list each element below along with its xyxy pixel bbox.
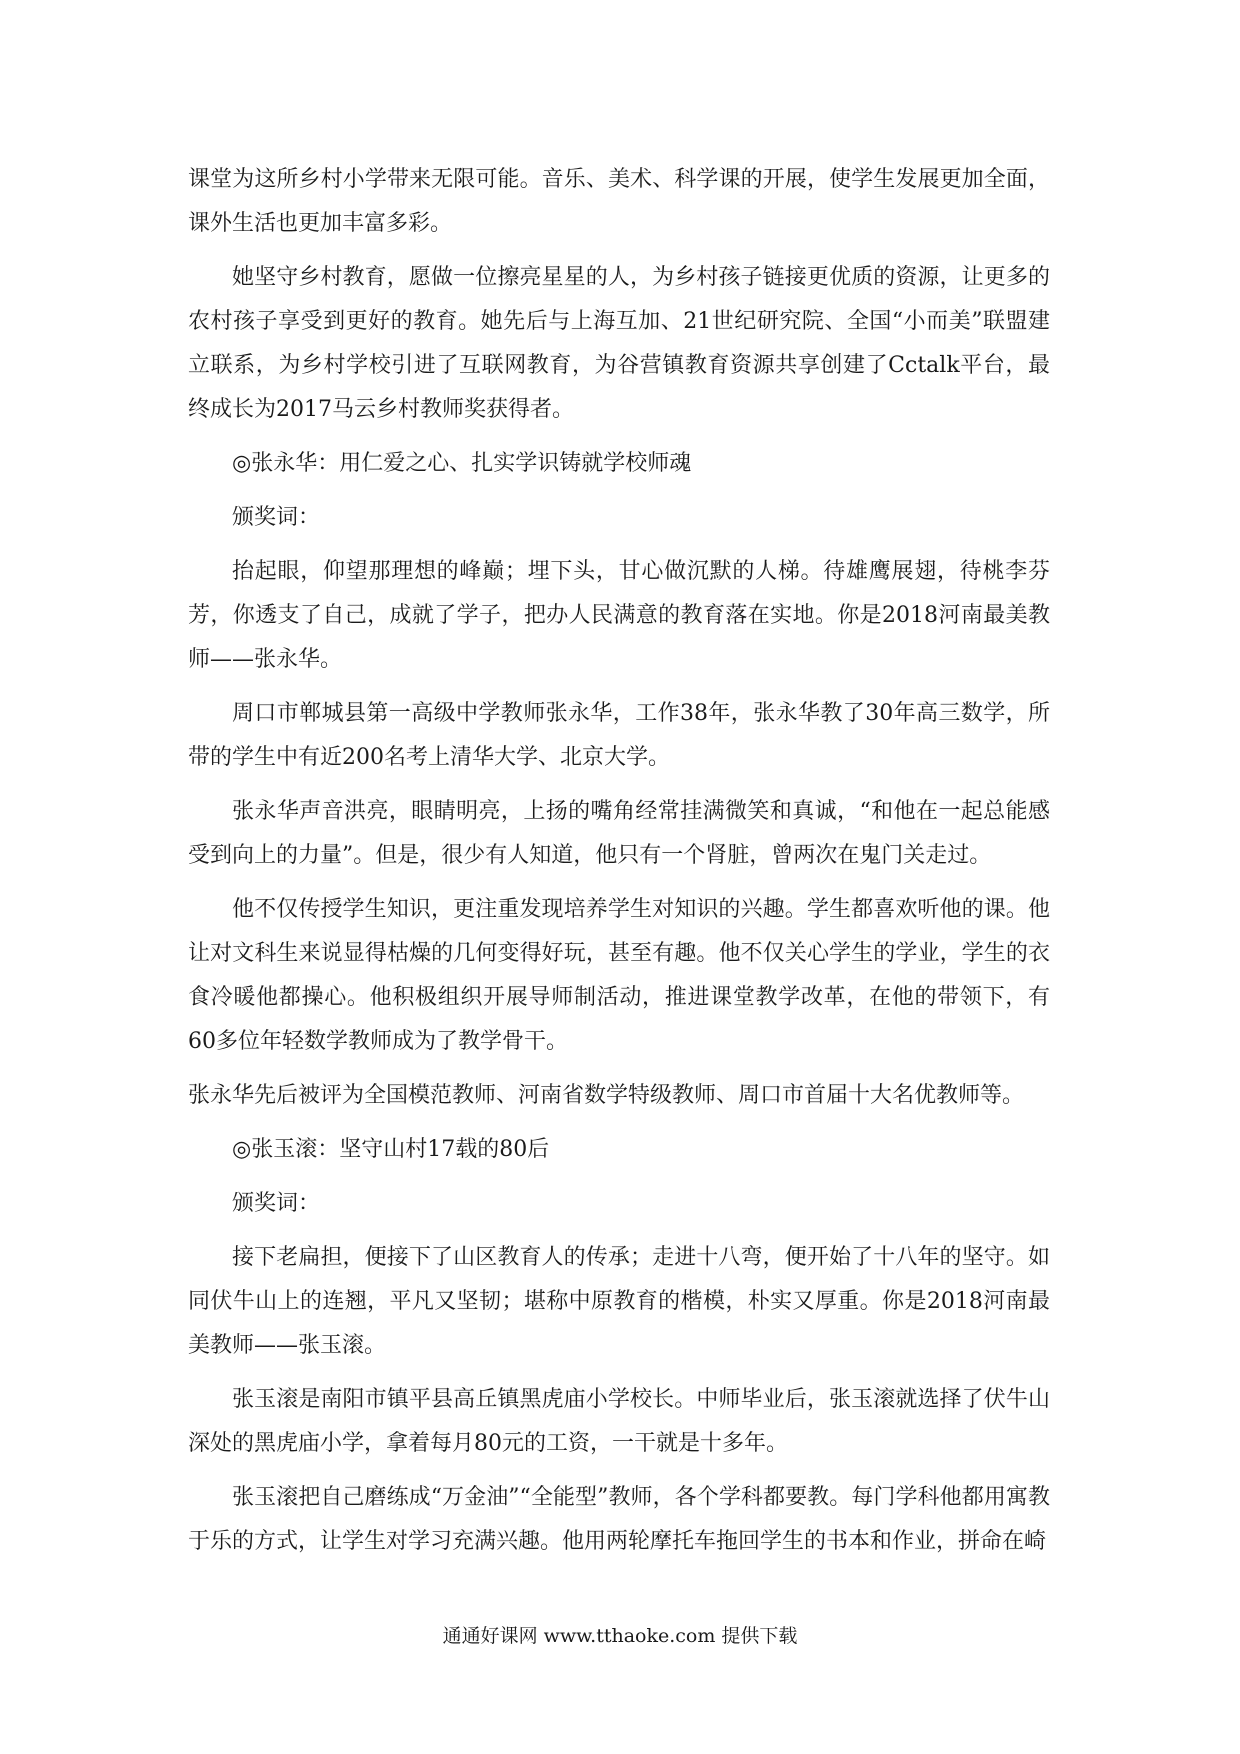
section-heading: ◎张永华：用仁爱之心、扎实学识铸就学校师魂 — [232, 451, 692, 476]
paragraph: 张玉滚是南阳市镇平县高丘镇黑虎庙小学校长。中师毕业后，张玉滚就选择了伏牛山深处的黑虎庙小学，拿着每月80元的工资，一干就是十多年。 — [188, 1387, 1050, 1456]
paragraph: 张玉滚把自己磨练成“万金油”“全能型”教师，各个学科都要教。每门学科他都用寓教于乐的方式，让学生对学习充满兴趣。他用两轮摩托车拖回学生的书本和作业，拼命在崎 — [188, 1485, 1050, 1554]
award-citation-label: 颁奖词： — [232, 1191, 321, 1216]
paragraph: 她坚守乡村教育，愿做一位擦亮星星的人，为乡村孩子链接更优质的资源，让更多的农村孩子享受到更好的教育。她先后与上海互加、21世纪研究院、全国“小而美”联盟建立联系，为乡村学校引进了互联网教育，为谷营镇教育资源共享创建了Cctalk平台，最终成长为2017马云乡村教师奖获得者。 — [188, 265, 1050, 422]
paragraph: 周口市郸城县第一高级中学教师张永华，工作38年，张永华教了30年高三数学，所带的学生中有近200名考上清华大学、北京大学。 — [188, 701, 1050, 770]
paragraph: 张永华声音洪亮，眼睛明亮，上扬的嘴角经常挂满微笑和真诚，“和他在一起总能感受到向上的力量”。但是，很少有人知道，他只有一个肾脏，曾两次在鬼门关走过。 — [188, 799, 1050, 868]
paragraph: 课堂为这所乡村小学带来无限可能。音乐、美术、科学课的开展，使学生发展更加全面，课外生活也更加丰富多彩。 — [188, 167, 1050, 236]
paragraph: 接下老扁担，便接下了山区教育人的传承；走进十八弯，便开始了十八年的坚守。如同伏牛山上的连翘，平凡又坚韧；堪称中原教育的楷模，朴实又厚重。你是2018河南最美教师——张玉滚。 — [188, 1245, 1050, 1358]
paragraph: 抬起眼，仰望那理想的峰巅；埋下头，甘心做沉默的人梯。待雄鹰展翅，待桃李芬芳，你透支了自己，成就了学子，把办人民满意的教育落在实地。你是2018河南最美教师——张永华。 — [188, 559, 1050, 672]
award-citation-label: 颁奖词： — [232, 505, 321, 530]
paragraph: 张永华先后被评为全国模范教师、河南省数学特级教师、周口市首届十大名优教师等。 — [188, 1083, 1025, 1108]
paragraph: 他不仅传授学生知识，更注重发现培养学生对知识的兴趣。学生都喜欢听他的课。他让对文科生来说显得枯燥的几何变得好玩，甚至有趣。他不仅关心学生的学业，学生的衣食冷暖他都操心。他积极组织开展导师制活动，推进课堂教学改革，在他的带领下，有60多位年轻数学教师成为了教学骨干。 — [188, 897, 1050, 1054]
section-heading: ◎张玉滚：坚守山村17载的80后 — [232, 1137, 550, 1162]
page-footer: 通通好课网 www.tthaoke.com 提供下载 — [442, 1625, 798, 1647]
document-body — [188, 158, 1050, 1574]
